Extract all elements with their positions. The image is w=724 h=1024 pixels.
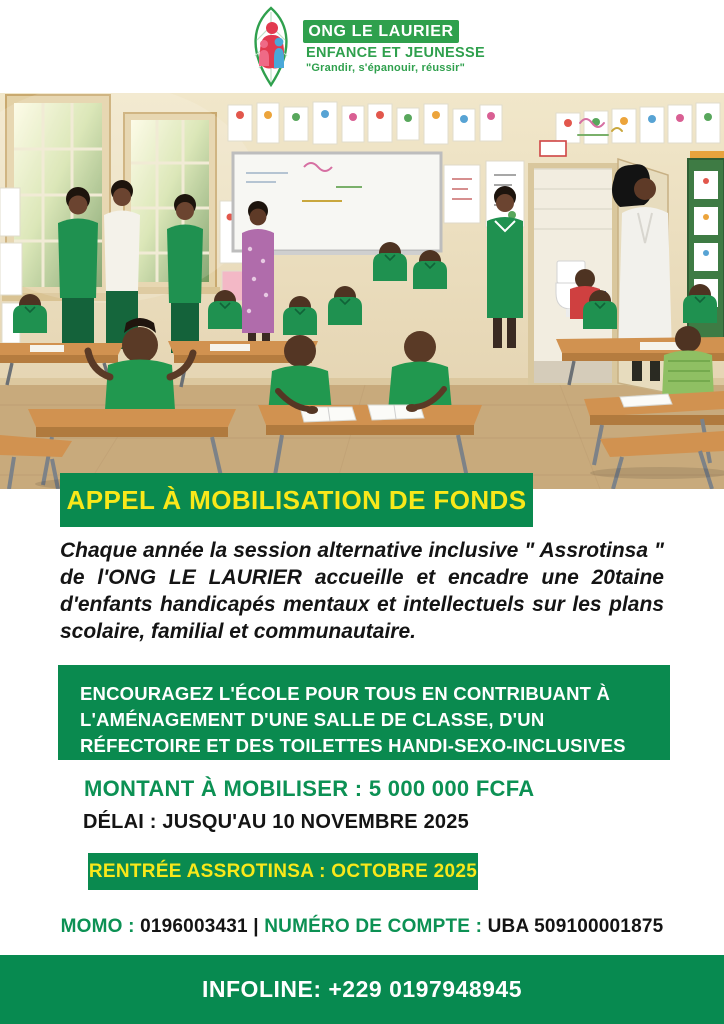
highlight-box: ENCOURAGEZ L'ÉCOLE POUR TOUS EN CONTRIBUANT À L'AMÉNAGEMENT D'UNE SALLE DE CLASSE, D'UN RÉFECTOIRE ET DES TOILETTES HANDI-SEXO-INCLUSIVES	[58, 665, 670, 760]
deadline-line: DÉLAI : JUSQU'AU 10 NOVEMBRE 2025	[83, 811, 469, 833]
intro-paragraph: Chaque année la session alternative inclusive " Assrotinsa " de l'ONG LE LAURIER accueille et encadre une 20taine d'enfants handicapés mentaux et intellectuels sur les plans scolaire, familial et communautaire.	[60, 539, 664, 643]
account-label: NUMÉRO DE COMPTE :	[264, 916, 488, 937]
account-number: UBA 509100001875	[487, 916, 664, 937]
door-sign	[540, 141, 566, 156]
leaf-logo	[245, 6, 297, 88]
org-tagline: "Grandir, s'épanouir, réussir"	[306, 62, 466, 74]
amount-line: MONTANT À MOBILISER : 5 000 000 FCFA	[84, 776, 535, 801]
header	[0, 0, 724, 93]
rentree-banner: RENTRÉE ASSROTINSA : OCTOBRE 2025	[88, 853, 478, 890]
org-sector: ENFANCE ET JEUNESSE	[306, 45, 485, 61]
momo-label: MOMO :	[60, 916, 141, 937]
footer-infoline: INFOLINE: +229 0197948945	[0, 955, 724, 1024]
classroom-photo	[0, 93, 724, 489]
leaf-logo-icon	[245, 6, 297, 88]
title-banner: APPEL À MOBILISATION DE FONDS	[60, 473, 533, 527]
separator: |	[247, 916, 265, 937]
classroom-scene	[0, 93, 724, 489]
payment-line	[0, 916, 724, 938]
momo-number: 0196003431	[140, 916, 248, 937]
org-name-banner: ONG LE LAURIER	[303, 20, 459, 43]
